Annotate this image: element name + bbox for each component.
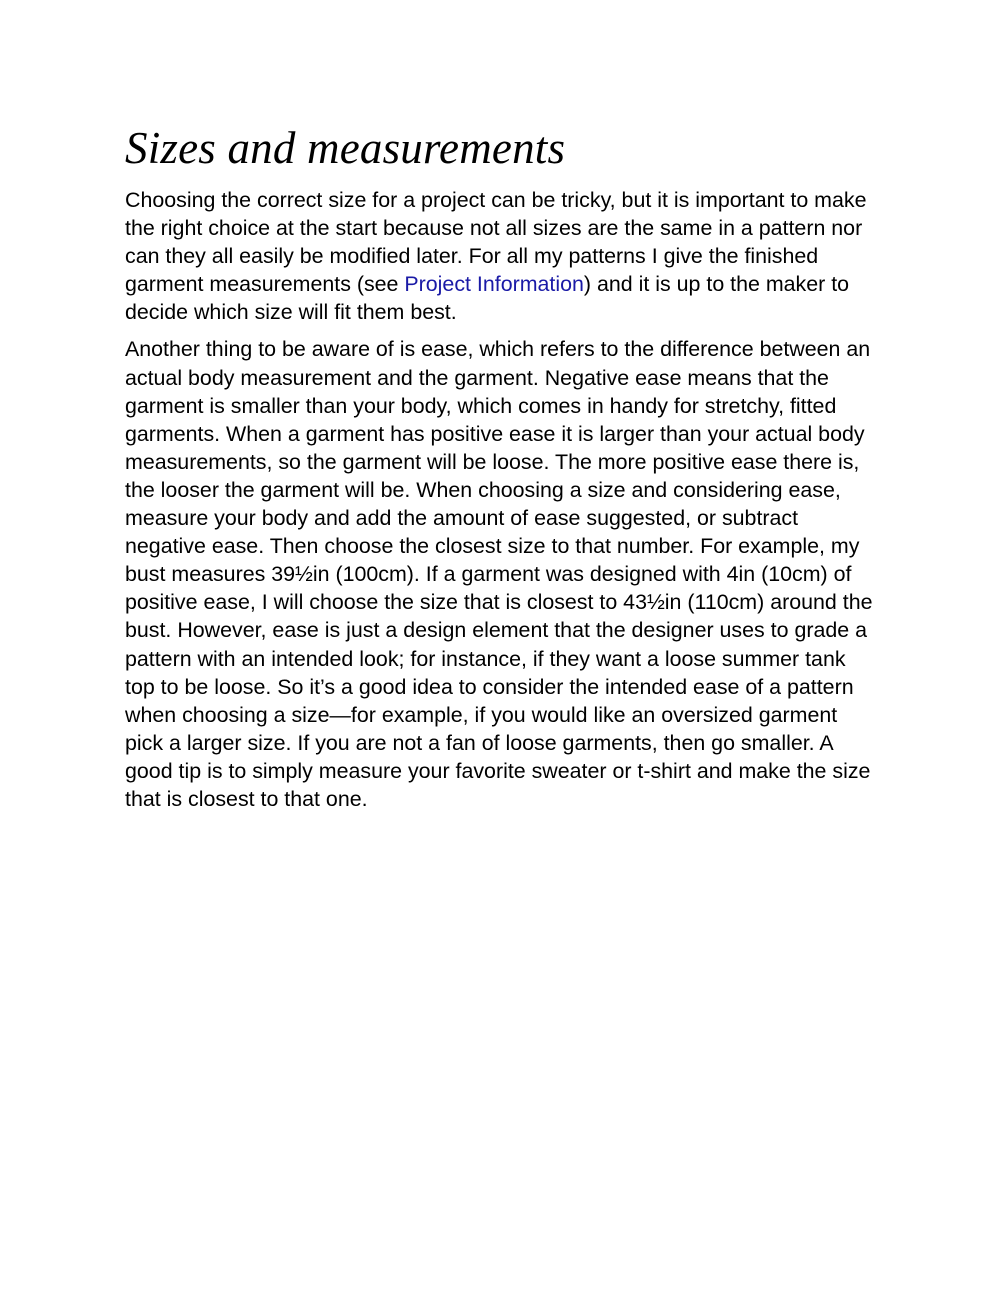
project-information-link[interactable]: Project Information (404, 272, 584, 297)
page-title: Sizes and measurements (125, 123, 566, 173)
page-content (125, 120, 877, 822)
paragraph-intro (125, 186, 877, 326)
paragraph-ease: Another thing to be aware of is ease, which refers to the difference between an actual body measurement and the garment. Negative ease means that the garment is smaller than your body, which comes in handy for stretchy, fitted garments. When a garment has positive ease it is larger than your actual body measurements, so the garment will be loose. The more positive ease there is, the looser the garment will be. When choosing a size and considering ease, measure your body and add the amount of ease suggested, or subtract negative ease. Then choose the closest size to that number. For example, my bust measures 39½in (100cm). If a garment was designed with 4in (10cm) of positive ease, I will choose the size that is closest to 43½in (110cm) around the bust. However, ease is just a design element that the designer uses to grade a pattern with an intended look; for instance, if they want a loose summer tank top to be loose. So it’s a good idea to consider the intended ease of a pattern when choosing a size—for example, if you would like an oversized garment pick a larger size. If you are not a fan of loose garments, then go smaller. A good tip is to simply measure your favorite sweater or t-shirt and make the size that is closest to that one. (125, 337, 873, 811)
paragraph-intro-text-start: Choosing the correct size for a project can be tricky, but it is important to make the right choice at the start because not all sizes are the same in a pattern nor can they all easily be modified later. For all my patterns I give the finished garment measurements (see (125, 188, 867, 297)
paragraph-intro-text-end: ) and it is up to the maker to decide which size will fit them best. (125, 272, 850, 325)
